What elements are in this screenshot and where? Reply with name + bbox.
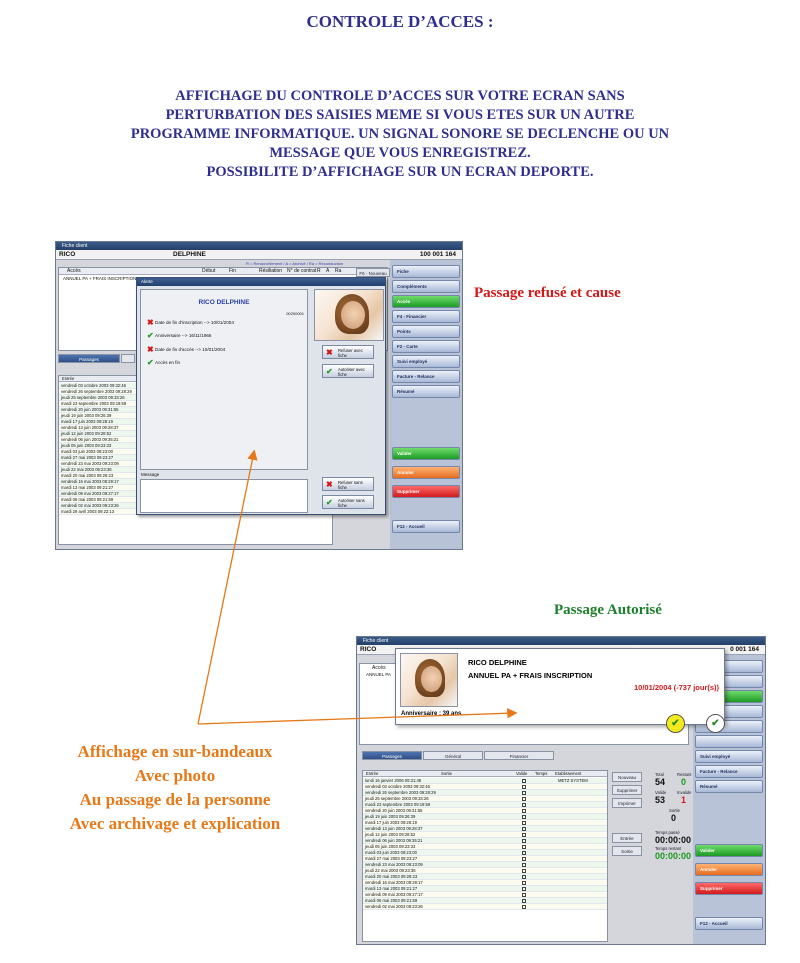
entry-date: vendredi 23 mai 2003 09:23:09 (365, 862, 423, 867)
entry-date: vendredi 03 octobre 2003 09:32:46 (61, 383, 126, 388)
banner-subscription: ANNUEL PA + FRAIS INSCRIPTION (468, 671, 593, 680)
entry-date: mardi 20 mai 2003 09:28:23 (61, 473, 114, 478)
menu-resume[interactable]: Résumé (392, 385, 460, 398)
allow-circle-icon[interactable]: ✔ (706, 714, 725, 733)
description-line: MESSAGE QUE VOUS ENREGISTREZ. (269, 145, 531, 161)
caption-line: Avec photo (134, 766, 216, 785)
entry-date: vendredi 06 juin 2003 09:35:21 (365, 838, 423, 843)
entry-date: vendredi 16 mai 2003 09:29:17 (61, 479, 119, 484)
caption-line: Au passage de la personne (79, 790, 271, 809)
col-time: Temps (535, 771, 548, 776)
col-ra: Ra (335, 268, 342, 274)
window-title: Fiche client (357, 637, 765, 645)
entry-date: jeudi 12 juin 2003 09:28:52 (61, 431, 112, 436)
entry-date: mardi 03 juin 2003 09:23:00 (365, 850, 417, 855)
entry-date: mardi 29 avril 2003 09:22:13 (61, 509, 115, 514)
menu-suivi-employe[interactable]: Suivi employé (392, 355, 460, 368)
entry-date: lundi 16 janvier 2006 09:31:48 (365, 778, 422, 783)
banner-anniversary: Anniversaire : 39 ans. (401, 711, 464, 717)
validate-button[interactable]: Valider (695, 844, 763, 857)
print-button[interactable]: Imprimer (612, 798, 642, 808)
description-line: AFFICHAGE DU CONTROLE D’ACCES SUR VOTRE ECRAN SANS (175, 88, 625, 104)
exit-label: Sortie (669, 808, 680, 813)
time-spent-value: 00:00:00 (655, 835, 692, 845)
menu-suivi-employe[interactable]: Suivi employé (695, 750, 763, 763)
page-title: CONTROLE D’ACCES : (306, 12, 494, 31)
entry-date: vendredi 26 septembre 2003 09:28:29 (61, 389, 132, 394)
entry-date: jeudi 25 septembre 2003 09:33:26 (61, 395, 125, 400)
new-button[interactable]: Nouveau (612, 772, 642, 782)
tab-financier[interactable]: Financier (484, 751, 554, 760)
entry-date: jeudi 19 juin 2003 09:26:39 (61, 413, 112, 418)
message-label: Message (141, 472, 160, 477)
entry-date: vendredi 13 juin 2003 09:28:37 (61, 425, 119, 430)
allow-circle-icon[interactable]: ✔ (666, 714, 685, 733)
entry-date: mardi 20 mai 2003 09:28:23 (365, 874, 418, 879)
valid-value: 53 (655, 795, 666, 805)
entry-date: vendredi 20 juin 2003 09:31:55 (365, 808, 423, 813)
invalid-value: 1 (681, 795, 687, 805)
entry-date: vendredi 02 mai 2003 09:23:26 (61, 503, 119, 508)
col-a: A (326, 268, 330, 274)
alert-cause-text: Date de fin d'inscription --> 10/01/2004 (155, 320, 234, 326)
client-last-name: RICO (360, 646, 377, 653)
cancel-button[interactable]: Annuler (695, 863, 763, 876)
status-legend: R = Renouvellement / A = Archivé / Ra = Reconduction (246, 261, 344, 266)
alert-code: 00200001 (286, 311, 304, 316)
entry-date: jeudi 05 juin 2003 09:23:33 (61, 443, 112, 448)
col-end: Fin (229, 268, 236, 274)
validate-button[interactable]: Valider (392, 447, 460, 460)
delete-entry-button[interactable]: Supprimer (612, 785, 642, 795)
access-row[interactable]: ANNUEL PA (366, 672, 392, 677)
col-entry: Entrée (366, 771, 379, 776)
entry-date: jeudi 22 mai 2003 09:23:36 (61, 467, 112, 472)
tab-general[interactable]: Général (423, 751, 483, 760)
remaining-label: Restant (677, 772, 692, 777)
window-title: Fiche client (56, 242, 462, 250)
entry-date: vendredi 16 mai 2003 09:29:17 (365, 880, 423, 885)
menu-complements[interactable]: Compléments (392, 280, 460, 293)
entry-date: mardi 13 mai 2003 09:21:27 (61, 485, 114, 490)
entry-date: mardi 03 juin 2003 09:23:00 (61, 449, 113, 454)
entry-date: jeudi 22 mai 2003 09:23:36 (365, 868, 416, 873)
entry-date: mardi 17 juin 2003 09:28:19 (365, 820, 417, 825)
check-icon: ✔ (147, 331, 154, 340)
time-left-label: Temps restant (655, 846, 682, 851)
entry-site: METZ SYSTEM (558, 778, 588, 783)
entry-date: vendredi 03 octobre 2003 09:32:46 (365, 784, 430, 789)
home-button[interactable]: F12 - Accueil (695, 917, 763, 930)
entry-date: jeudi 05 juin 2003 09:23:33 (365, 844, 416, 849)
entry-date: mardi 06 mai 2003 09:21:59 (365, 898, 418, 903)
description-line: POSSIBILITE D’AFFICHAGE SUR UN ECRAN DEPORTE. (206, 164, 594, 180)
entry-date: vendredi 20 juin 2003 09:31:55 (61, 407, 119, 412)
menu-acces[interactable]: Accès (392, 295, 460, 308)
col-cancel: Résiliation (259, 268, 283, 274)
menu-financier[interactable]: F4 - Financier (392, 310, 460, 323)
menu-facture-relance[interactable]: Facture - Relance (392, 370, 460, 383)
button-label: Refuser sans fiche (338, 480, 363, 490)
entry-date: mardi 27 mai 2003 09:23:27 (365, 856, 418, 861)
entry-date: mardi 23 septembre 2003 09:19:59 (61, 401, 127, 406)
entry-date: vendredi 02 mai 2003 09:23:26 (365, 904, 423, 909)
client-first-name: DELPHINE (173, 251, 206, 258)
description-line: PROGRAMME INFORMATIQUE. UN SIGNAL SONORE SE DECLENCHE OU UN (130, 126, 670, 142)
list-header: Entrée (59, 376, 332, 382)
caption-authorized: Passage Autorisé (554, 602, 662, 618)
home-button[interactable]: F12 - Accueil (392, 520, 460, 533)
client-number: 100 001 164 (419, 251, 456, 258)
col-contract: N° de contrat (287, 268, 317, 274)
entry-date: mardi 27 mai 2003 09:23:27 (61, 455, 114, 460)
entry-date: vendredi 23 mai 2003 09:23:09 (61, 461, 119, 466)
menu-carte[interactable]: F2 - Carte (392, 340, 460, 353)
col-exit: Sortie (441, 771, 452, 776)
entry-button[interactable]: Entrée (612, 833, 642, 843)
banner-name: RICO DELPHINE (468, 658, 527, 667)
col-access: Accès (67, 268, 81, 274)
client-number: 0 001 164 (730, 646, 759, 653)
exit-value: 0 (671, 813, 677, 823)
description-line: PERTURBATION DES SAISIES MEME SI VOUS ETES SUR UN AUTRE (165, 107, 635, 123)
tab-passages[interactable]: Passages (362, 751, 422, 760)
entry-date: vendredi 09 mai 2003 09:27:17 (61, 491, 119, 496)
total-value: 54 (655, 777, 666, 787)
tab-passages[interactable]: Passages (58, 354, 120, 363)
refused-icon: ✖ (147, 318, 154, 327)
refuse-icon: ✖ (326, 480, 333, 489)
menu-fiche[interactable]: Fiche (392, 265, 460, 278)
menu-facture-relance[interactable]: Facture - Relance (695, 765, 763, 778)
caption-line: Affichage en sur-bandeaux (77, 742, 273, 761)
menu-points[interactable]: Points (392, 325, 460, 338)
entry-date: jeudi 12 juin 2003 09:28:52 (365, 832, 416, 837)
col-r: R (317, 268, 321, 274)
refused-icon: ✖ (147, 345, 154, 354)
entry-date: mardi 13 mai 2003 09:21:27 (365, 886, 418, 891)
refuse-icon: ✖ (326, 348, 333, 357)
exit-button[interactable]: Sortie (612, 846, 642, 856)
cancel-button[interactable]: Annuler (392, 466, 460, 479)
entry-date: vendredi 13 juin 2003 09:28:37 (365, 826, 423, 831)
button-label: Autoriser avec fiche (338, 367, 365, 377)
new-access-button[interactable]: F6 - Nouveau (356, 268, 390, 277)
button-label: Autoriser sans fiche (338, 498, 365, 508)
menu-resume[interactable]: Résumé (695, 780, 763, 793)
button-label: Refuser avec fiche (338, 348, 363, 358)
valid-label: Valide (655, 790, 667, 795)
entry-date: vendredi 09 mai 2003 09:27:17 (365, 892, 423, 897)
col-site: Etablissement (555, 771, 582, 776)
time-left-value: 00:00:00 (655, 851, 692, 861)
entry-date: mardi 17 juin 2003 09:28:19 (61, 419, 113, 424)
entry-date: jeudi 25 septembre 2003 09:33:26 (365, 796, 429, 801)
alert-person: RICO DELPHINE (198, 299, 250, 306)
alert-cause-text: Date de fin d'accès --> 10/01/2004 (155, 347, 226, 353)
col-access: Accès (372, 665, 386, 671)
entry-date: mardi 23 septembre 2003 09:19:59 (365, 802, 431, 807)
check-icon: ✔ (147, 358, 154, 367)
col-start: Début (202, 268, 216, 274)
banner-end-date: 10/01/2004 (-737 jour(s)) (634, 683, 720, 692)
alert-title: Alerte (137, 278, 385, 286)
time-spent-label: Temps passé (655, 830, 680, 835)
delete-button[interactable]: Supprimer (392, 485, 460, 498)
invalid-label: Invalide (677, 790, 692, 795)
entry-date: vendredi 26 septembre 2003 09:28:29 (365, 790, 436, 795)
col-valid: Valide (516, 771, 528, 776)
alert-cause-text: Anniversaire --> 16/11/1966 (155, 333, 212, 339)
caption-line: Avec archivage et explication (69, 814, 281, 833)
total-label: Total (655, 772, 664, 777)
remaining-value: 0 (681, 777, 687, 787)
delete-button[interactable]: Supprimer (695, 882, 763, 895)
allow-icon: ✔ (326, 367, 333, 376)
alert-cause-text: Accès en fin (155, 360, 181, 366)
access-row[interactable]: ANNUEL PA + FRAIS INSCRIPTION (63, 276, 137, 281)
client-last-name: RICO (59, 251, 76, 258)
entry-date: mardi 06 mai 2003 09:21:59 (61, 497, 114, 502)
allow-icon: ✔ (326, 498, 333, 507)
entry-date: vendredi 06 juin 2003 09:35:21 (61, 437, 119, 442)
caption-refused: Passage refusé et cause (474, 285, 621, 301)
entry-date: jeudi 19 juin 2003 09:26:39 (365, 814, 416, 819)
